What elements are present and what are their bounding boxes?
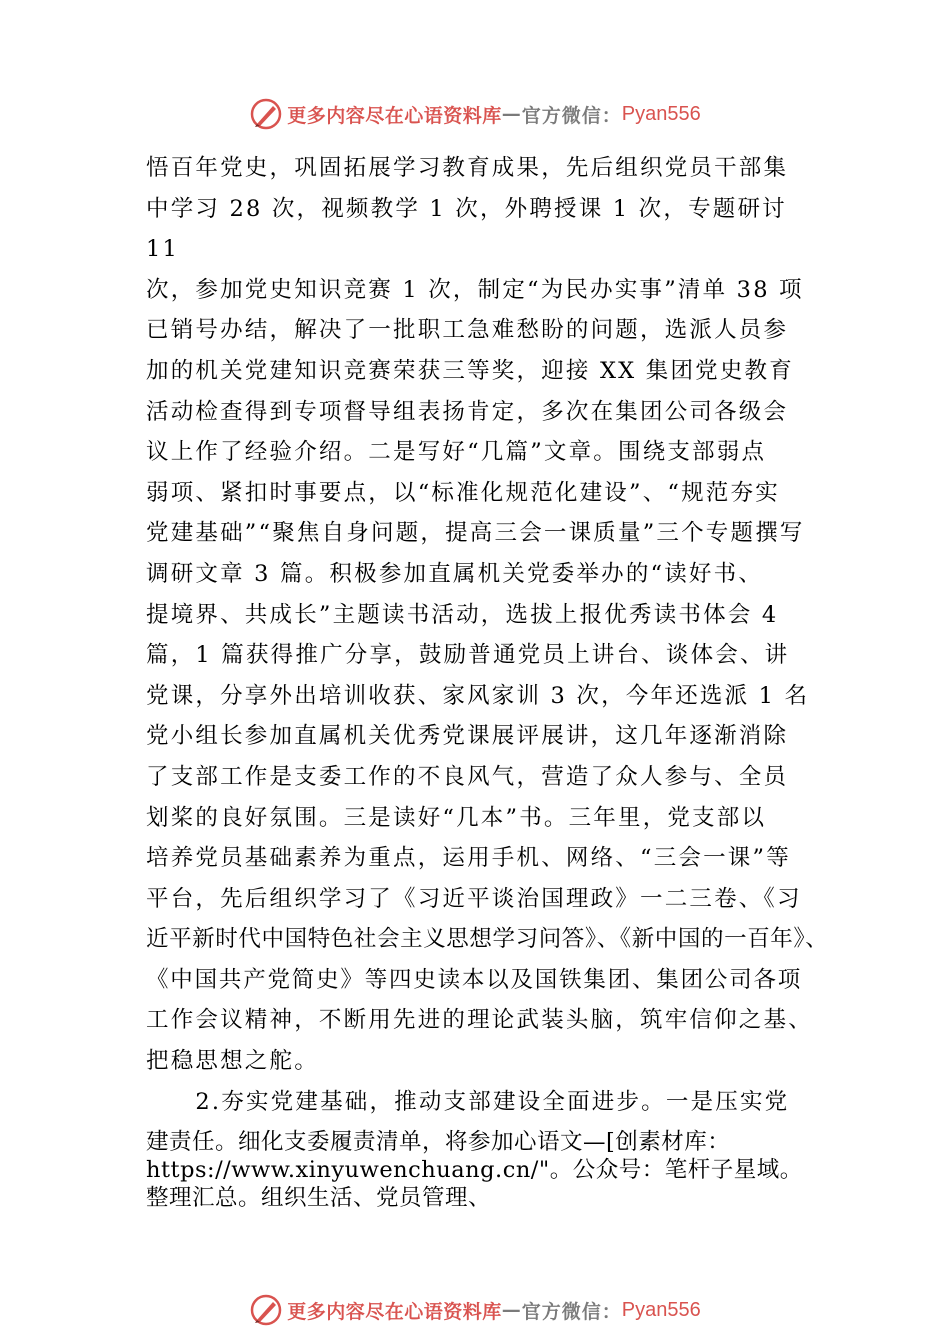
banner-promo-text: 更多内容尽在心语资料库	[287, 1300, 502, 1323]
body-line: 篇，1 篇获得推广分享，鼓励普通党员上讲台、谈体会、讲	[146, 642, 790, 669]
pen-logo-icon	[249, 97, 283, 131]
body-line: 活动检查得到专项督导组表扬肯定，多次在集团公司各级会	[146, 398, 789, 425]
banner-official-label: 官方微信：	[521, 104, 622, 127]
banner-wechat-id: Pyan556	[621, 1298, 701, 1321]
body-line: 近平新时代中国特色社会主义思想学习问答》、《新中国的一百年》、	[146, 926, 829, 953]
banner-dash: —	[501, 1299, 522, 1321]
body-line: 悟百年党史，巩固拓展学习教育成果，先后组织党员干部集	[146, 155, 789, 181]
document-body	[146, 148, 829, 1212]
body-line: 次，参加党史知识竞赛 1 次，制定“为民办实事”清单 38 项	[146, 276, 804, 303]
body-line: 了支部工作是支委工作的不良风气，营造了众人参与、全员	[146, 763, 789, 790]
body-line: 加的机关党建知识竞赛荣获三等奖，迎接 XX 集团党史教育	[146, 357, 794, 384]
body-line: 2.夯实党建基础，推动支部建设全面进步。一是压实党	[146, 1088, 790, 1115]
banner-official-label: 官方微信：	[521, 1300, 622, 1323]
header-banner	[0, 94, 950, 134]
body-line: 整理汇总。组织生活、党员管理、	[146, 1184, 492, 1211]
banner-wechat-id: Pyan556	[621, 102, 701, 125]
body-line: https://www.xinyuwenchuang.cn/"。公众号：笔杆子星域。	[146, 1156, 803, 1183]
body-line: 党建基础”“聚焦自身问题，提高三会一课质量”三个专题撰写	[146, 520, 805, 547]
banner-promo-text: 更多内容尽在心语资料库	[287, 104, 502, 127]
body-line: 提境界、共成长”主题读书活动，选拔上报优秀读书体会 4	[146, 601, 779, 628]
body-line: 已销号办结，解决了一批职工急难愁盼的问题，选派人员参	[146, 317, 789, 344]
body-line: 《中国共产党简史》等四史读本以及国铁集团、集团公司各项	[146, 966, 803, 993]
body-line: 工作会议精神，不断用先进的理论武装头脑，筑牢信仰之基、	[146, 1007, 813, 1034]
footer-banner	[0, 1290, 950, 1330]
banner-dash: —	[501, 103, 522, 125]
body-line: 建责任。细化支委履责清单，将参加心语文—[创素材库：	[146, 1128, 731, 1155]
body-line: 培养党员基础素养为重点，运用手机、网络、“三会一课”等	[146, 845, 791, 872]
body-line: 党课，分享外出培训收获、家风家训 3 次，今年还选派 1 名	[146, 682, 810, 709]
body-line: 调研文章 3 篇。积极参加直属机关党委举办的“读好书、	[146, 560, 764, 587]
body-line: 划桨的良好氛围。三是读好“几本”书。三年里，党支部以	[146, 804, 767, 831]
body-line: 弱项、紧扣时事要点，以“标准化规范化建设”、“规范夯实	[146, 479, 780, 506]
pen-logo-icon	[249, 1293, 283, 1327]
body-line: 中学习 28 次，视频教学 1 次，外聘授课 1 次，专题研讨	[146, 195, 787, 222]
body-line: 11	[146, 236, 180, 263]
body-line: 把稳思想之舵。	[146, 1048, 319, 1075]
body-line: 平台，先后组织学习了《习近平谈治国理政》一二三卷、《习	[146, 885, 802, 912]
body-line: 议上作了经验介绍。二是写好“几篇”文章。围绕支部弱点	[146, 439, 767, 466]
body-line: 党小组长参加直属机关优秀党课展评展讲，这几年逐渐消除	[146, 723, 789, 750]
